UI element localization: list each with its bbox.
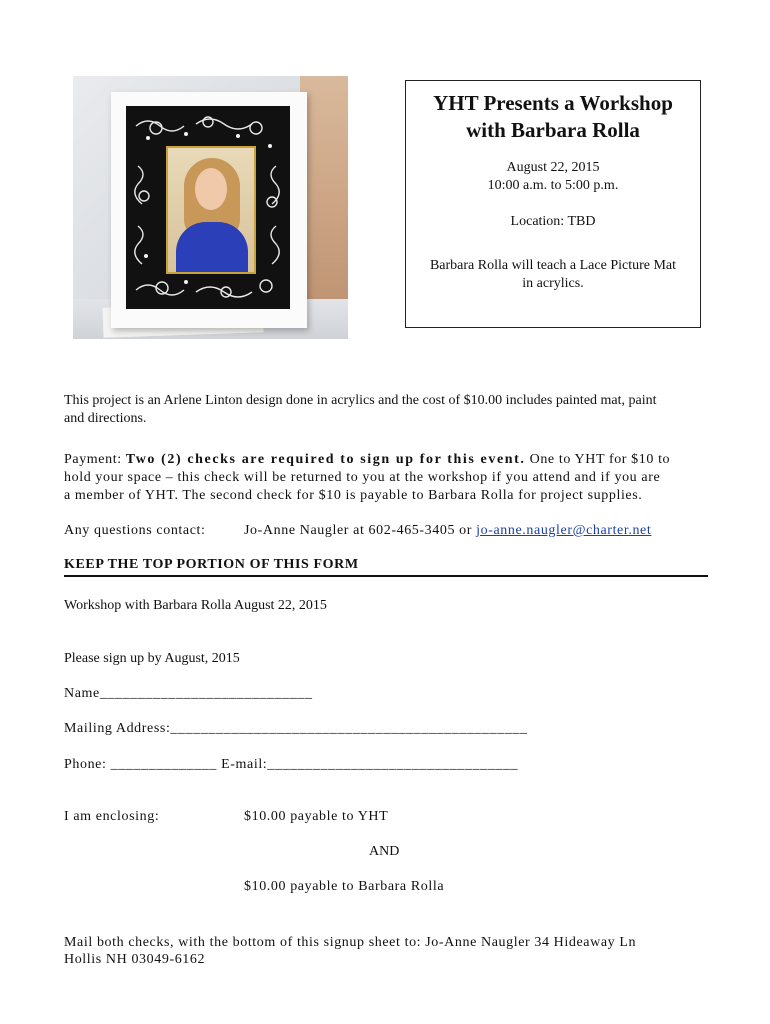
workshop-info-box <box>405 80 701 328</box>
form-signup-by: Please sign up by August, 2015 <box>64 651 240 666</box>
intro-line1: This project is an Arlene Linton design done in acrylics and the cost of $10.00 includes painted mat, paint <box>64 393 657 408</box>
phone-field[interactable]: Phone: ______________ <box>64 757 217 772</box>
and-separator: AND <box>369 844 400 859</box>
workshop-description-line2: in acrylics. <box>522 276 584 291</box>
workshop-title-line2: with Barbara Rolla <box>466 118 640 142</box>
black-lace-mat <box>126 106 290 309</box>
payment-label: Payment: <box>64 452 122 467</box>
check-yht: $10.00 payable to YHT <box>244 809 389 824</box>
workshop-date: August 22, 2015 <box>506 160 600 175</box>
workshop-title <box>406 90 700 144</box>
portrait-face <box>195 168 227 210</box>
enclosing-label: I am enclosing: <box>64 809 160 824</box>
email-field[interactable]: E-mail:_________________________________ <box>221 757 519 772</box>
divider-line <box>64 575 708 577</box>
contact-label: Any questions contact: <box>64 523 206 538</box>
workshop-title-line1: YHT Presents a Workshop <box>433 91 673 115</box>
mailing-address-field[interactable]: Mailing Address:_______________________________________________ <box>64 721 528 736</box>
workshop-description-line1: Barbara Rolla will teach a Lace Picture Mat <box>429 258 677 273</box>
contact-line <box>244 522 651 540</box>
workshop-location: Location: TBD <box>510 214 596 229</box>
contact-text: Jo-Anne Naugler at 602-465-3405 or <box>244 523 473 538</box>
phone-email-line <box>64 756 518 774</box>
workshop-time: 10:00 a.m. to 5:00 p.m. <box>487 178 619 193</box>
portrait-photo <box>166 146 256 274</box>
mail-instructions-line2: Hollis NH 03049-6162 <box>64 952 206 967</box>
keep-top-portion-heading: KEEP THE TOP PORTION OF THIS FORM <box>64 557 359 572</box>
name-field[interactable]: Name____________________________ <box>64 686 313 701</box>
payment-line1 <box>64 451 670 469</box>
payment-requirement: Two (2) checks are required to sign up for this event. <box>125 452 526 467</box>
payment-line3: a member of YHT. The second check for $10 is payable to Barbara Rolla for project supplies. <box>64 488 643 503</box>
form-workshop-line: Workshop with Barbara Rolla August 22, 2015 <box>64 598 327 613</box>
contact-email-link[interactable]: jo-anne.naugler@charter.net <box>476 523 652 538</box>
payment-yht-check: One to YHT for $10 to <box>529 452 671 467</box>
check-barbara-rolla: $10.00 payable to Barbara Rolla <box>244 879 445 894</box>
intro-line2: and directions. <box>64 411 147 426</box>
portrait-dress <box>176 222 248 274</box>
white-picture-frame <box>111 92 307 328</box>
payment-line2: hold your space – this check will be returned to you at the workshop if you attend and if you are <box>64 470 661 485</box>
mail-instructions-line1: Mail both checks, with the bottom of this signup sheet to: Jo-Anne Naugler 34 Hideaway Ln <box>64 935 637 950</box>
framed-picture-photo <box>73 76 348 339</box>
